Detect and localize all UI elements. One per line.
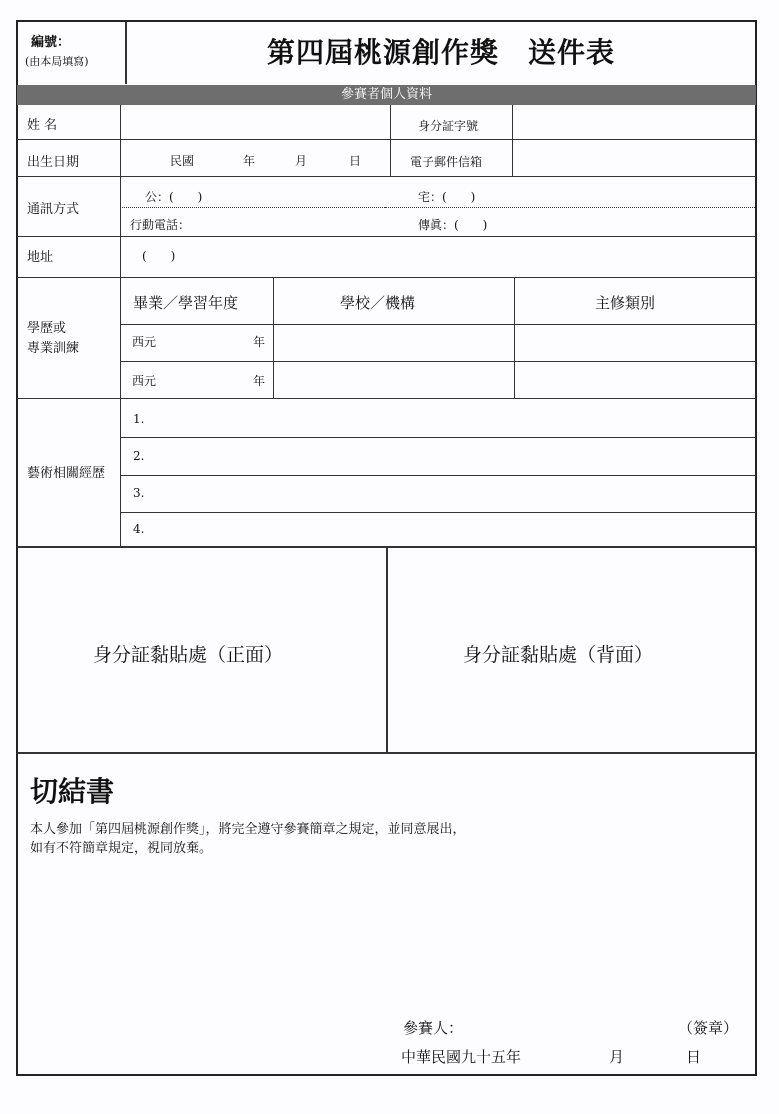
row-line [17, 176, 756, 177]
row-line [120, 324, 756, 325]
birth-month: 月 [295, 154, 308, 168]
row-line [120, 361, 756, 362]
divider [514, 277, 515, 398]
row-line [17, 398, 756, 399]
id-card-back-area: 身分証黏貼處（背面） [463, 644, 654, 666]
date-day: 日 [686, 1048, 702, 1066]
code-box [17, 21, 125, 83]
birth-date-label: 出生日期 [27, 155, 80, 170]
address-area: ( ) [142, 249, 176, 263]
art-experience-label: 藝術相關經歷 [27, 466, 106, 481]
id-card-front-area: 身分証黏貼處（正面） [93, 644, 284, 666]
education-label-1: 學歷或 [27, 321, 67, 336]
oath-line-2: 如有不符簡章規定，視同放棄。 [30, 841, 213, 856]
label-column-divider [120, 105, 121, 546]
field-underline [385, 207, 755, 208]
oath-text [30, 820, 630, 858]
oath-title: 切結書 [30, 775, 115, 808]
name-label: 姓 名 [27, 118, 58, 133]
col-major-header: 主修類別 [595, 294, 656, 312]
address-field[interactable] [121, 237, 755, 276]
date-month: 月 [609, 1048, 625, 1066]
divider [386, 546, 388, 752]
seal-label: （簽章） [678, 1019, 739, 1037]
form-title: 第四屆桃源創作獎 送件表 [266, 36, 615, 69]
edu-row-2-year: 年 [253, 374, 266, 388]
email-field[interactable] [513, 140, 755, 175]
id-number-label: 身分証字號 [418, 119, 479, 133]
code-note: (由本局填寫) [25, 55, 89, 68]
divider [273, 277, 274, 398]
fax-label: 傳眞：( ) [418, 218, 488, 232]
edu-row-2-era: 西元 [132, 374, 157, 388]
contact-label: 通訊方式 [27, 202, 80, 217]
code-label: 編號： [31, 35, 71, 50]
date-prefix: 中華民國九十五年 [401, 1048, 522, 1066]
field-underline [120, 207, 385, 208]
art-item-1: 1. [133, 412, 145, 426]
education-label-2: 專業訓練 [27, 341, 80, 356]
divider [390, 105, 391, 176]
section-personal-data: 參賽者個人資料 [17, 85, 756, 105]
art-item-4: 4. [133, 522, 145, 536]
col-year-header: 畢業／學習年度 [133, 294, 239, 312]
col-school-header: 學校／機構 [340, 294, 416, 312]
row-line [120, 437, 756, 438]
mobile-label: 行動電話： [130, 218, 191, 232]
oath-line-1: 本人參加「第四屆桃源創作獎」，將完全遵守參賽簡章之規定，並同意展出， [30, 822, 466, 837]
participant-label: 參賽人： [403, 1019, 464, 1037]
birth-day: 日 [349, 154, 362, 168]
row-line [17, 277, 756, 278]
id-number-field[interactable] [513, 106, 755, 138]
phone-home-label: 宅：( ) [418, 190, 476, 204]
birth-era: 民國 [170, 154, 195, 168]
row-line [17, 752, 756, 754]
row-line [120, 512, 756, 513]
art-item-3: 3. [133, 486, 145, 500]
row-line [120, 475, 756, 476]
phone-office-label: 公：( ) [145, 190, 203, 204]
edu-row-1-year: 年 [253, 335, 266, 349]
birth-year: 年 [243, 154, 256, 168]
edu-row-1-era: 西元 [132, 335, 157, 349]
email-label: 電子郵件信箱 [410, 155, 483, 169]
art-item-2: 2. [133, 449, 145, 463]
address-label: 地址 [27, 250, 54, 265]
name-field[interactable] [141, 106, 389, 138]
